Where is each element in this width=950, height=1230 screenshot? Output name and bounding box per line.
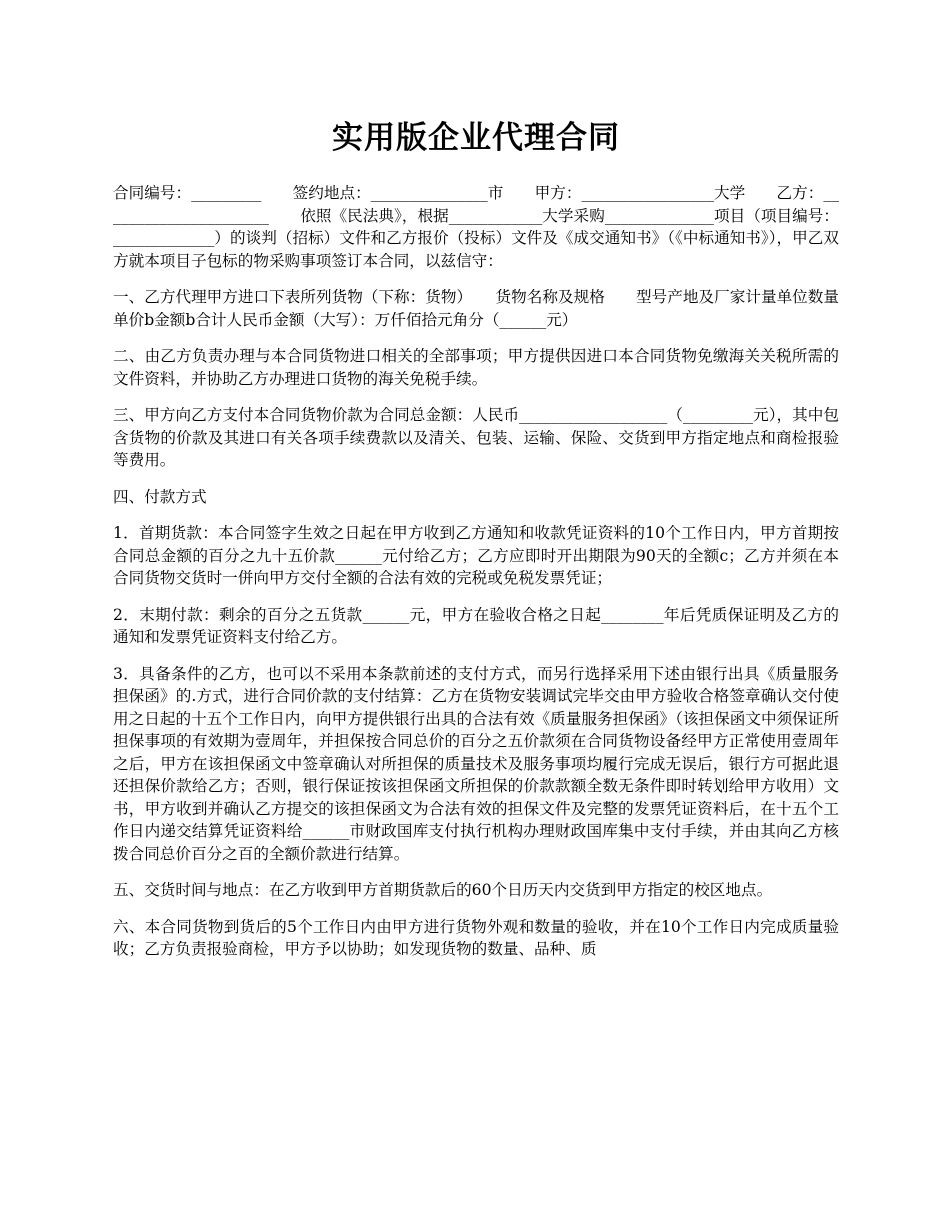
payment-item-1-paragraph: 1．首期货款：本合同签字生效之日起在甲方收到乙方通知和收款凭证资料的10个工作日内，甲方首期按合同总金额的百分之九十五价款______元付给乙方；乙方应即时开出期限为90天的全额c；乙方并须在本合同货物交货时一併向甲方交付全额的合法有效的完税或免税发票凭证； [113,524,839,587]
clause-3-paragraph: 三、甲方向乙方支付本合同货物价款为合同总金额：人民币___________________（_________元），其中包含货物的价款及其进口有关各项手续费款以及清关、包装、运输、保险、交货到甲方指定地点和商检报验等费用。 [113,406,839,469]
clause-4-heading: 四、付款方式 [113,487,207,506]
clause-2-paragraph: 二、由乙方负责办理与本合同货物进口相关的全部事项；甲方提供因进口本合同货物免缴海关关税所需的文件资料，并协助乙方办理进口货物的海关免税手续。 [113,347,839,388]
clause-6-paragraph: 六、本合同货物到货后的5个工作日内由甲方进行货物外观和数量的验收，并在10个工作日内完成质量验收；乙方负责报验商检，甲方予以协助；如发现货物的数量、品种、质 [113,917,839,958]
contract-intro-paragraph: 合同编号：_________ 签约地点：_______________市 甲方：_________________大学 乙方：______________________ 依照《民法典》，根据____________大学采购______________项目（项目编号：_____________）的谈判（招标）文件和乙方报价（投标）文件及《成交通知书》（《中标通知书》），甲乙双方就本项目子包标的物采购事项签订本合同，以兹信守： [113,184,839,270]
payment-item-2-paragraph: 2．末期付款：剩余的百分之五货款______元，甲方在验收合格之日起________年后凭质保证明及乙方的通知和发票凭证资料支付给乙方。 [113,605,839,646]
document-title: 实用版企业代理合同 [332,120,620,156]
clause-1-paragraph: 一、乙方代理甲方进口下表所列货物（下称：货物） 货物名称及规格 型号产地及厂家计量单位数量单价b金额b合计人民币金额（大写）：万仟佰拾元角分（______元） [113,288,839,329]
contract-page [113,0,839,961]
payment-item-3-paragraph: 3．具备条件的乙方，也可以不采用本条款前述的支付方式，而另行选择采用下述由银行出具《质量服务担保函》的.方式，进行合同价款的支付结算：乙方在货物安装调试完毕交由甲方验收合格签章确认交付使用之日起的十五个工作日内，向甲方提供银行出具的合法有效《质量服务担保函》（该担保函文中须保证所担保事项的有效期为壹周年，并担保按合同总价的百分之五价款须在合同货物设备经甲方正常使用壹周年之后，甲方在该担保函文中签章确认对所担保的质量技术及服务事项均履行完成无误后，银行方可据此退还担保价款给乙方；否则，银行保证按该担保函文所担保的价款款额全数无条件即时转划给甲方收用）文书，甲方收到并确认乙方提交的该担保函文为合法有效的担保文件及完整的发票凭证资料后，在十五个工作日内递交结算凭证资料给______市财政国库支付执行机构办理财政国库集中支付手续，并由其向乙方核拨合同总价百分之百的全额价款进行结算。 [113,664,839,863]
clause-5-paragraph: 五、交货时间与地点：在乙方收到甲方首期货款后的60个日历天内交货到甲方指定的校区地点。 [113,881,773,899]
